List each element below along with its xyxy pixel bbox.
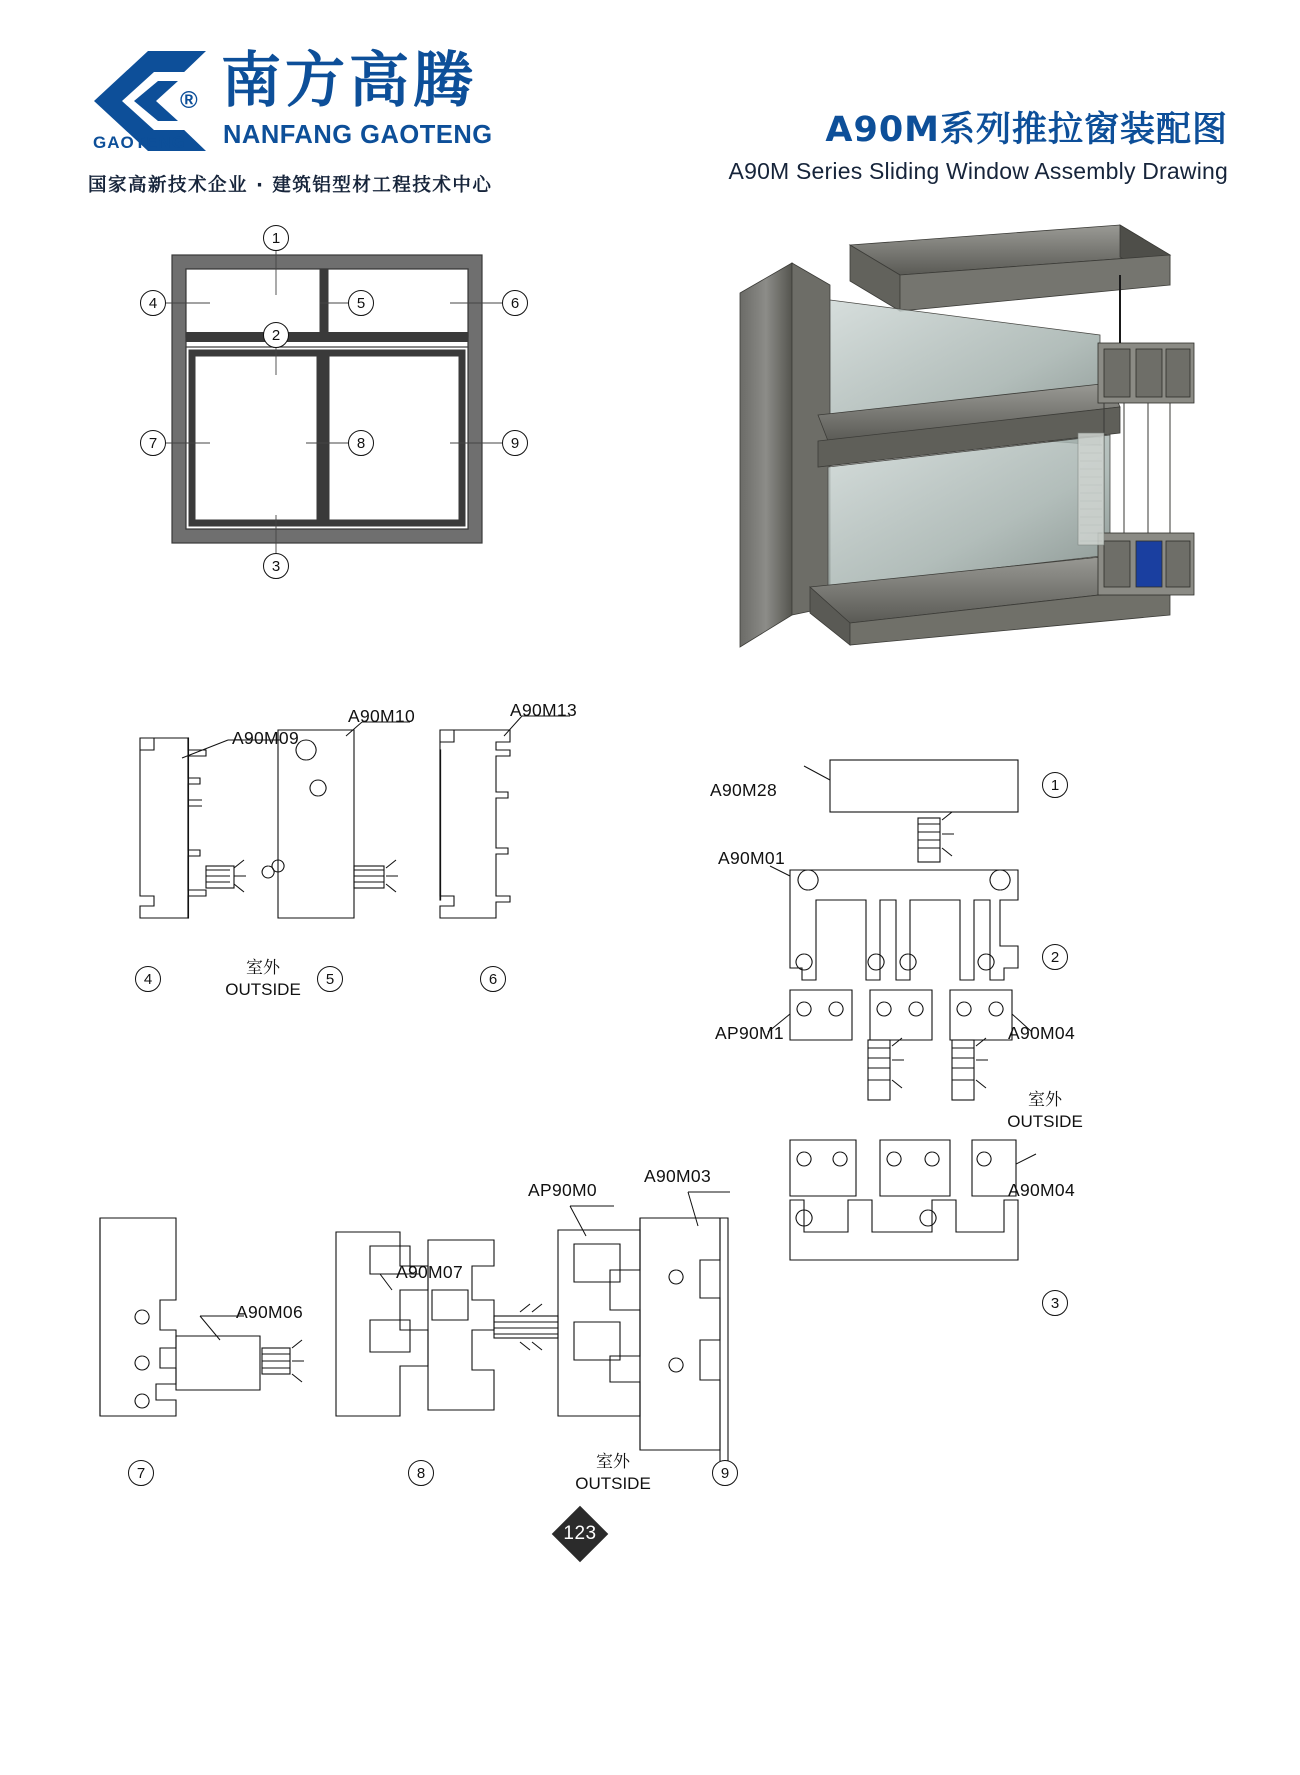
section-number-3: 3 [1042,1290,1068,1316]
outside-label-en: OUTSIDE [225,980,301,999]
callout-4: 4 [140,290,166,316]
section-group-right [710,740,1083,1380]
outside-label-top [218,958,308,1000]
part-label-a90m03: A90M03 [644,1166,711,1186]
callout-7: 7 [140,430,166,456]
section-group-top [110,700,630,1020]
callout-6: 6 [502,290,528,316]
section-number-6: 6 [480,966,506,992]
part-label-a90m04-upper: A90M04 [1008,1023,1075,1043]
corner-3d-render [700,215,1220,655]
window-elevation-diagram [120,225,580,595]
section-group-bottom [80,1166,800,1510]
section-number-5: 5 [317,966,343,992]
company-logo [88,45,568,210]
part-label-a90m07: A90M07 [396,1262,463,1282]
callout-2: 2 [263,322,289,348]
part-label-a90m09: A90M09 [232,728,299,748]
part-label-a90m04-lower: A90M04 [1008,1180,1075,1200]
part-label-ap90m1: AP90M1 [715,1023,784,1043]
outside-label-en: OUTSIDE [575,1474,651,1493]
logo-registered-mark: ® [180,87,198,114]
part-label-a90m01: A90M01 [718,848,785,868]
page-title [729,108,1228,185]
page-header [0,0,1300,215]
section-number-2: 2 [1042,944,1068,970]
page-title-cn: A90M系列推拉窗装配图 [825,110,1228,150]
section-number-7: 7 [128,1460,154,1486]
section-number-9: 9 [712,1460,738,1486]
outside-label-cn: 室外 [1028,1090,1062,1110]
part-label-a90m06: A90M06 [236,1302,303,1322]
callout-1: 1 [263,225,289,251]
outside-label-cn: 室外 [246,958,280,978]
company-tagline: 国家高新技术企业 · 建筑铝型材工程技术中心 [88,175,493,196]
part-label-a90m10: A90M10 [348,706,415,726]
outside-label-en: OUTSIDE [1007,1112,1083,1131]
outside-label-right [998,1090,1092,1132]
part-label-ap90m0: AP90M0 [528,1180,597,1200]
brand-name-en: NANFANG GAOTENG [223,121,493,149]
section-number-8: 8 [408,1460,434,1486]
brand-mark-text: GAOTENG [93,133,186,152]
callout-5: 5 [348,290,374,316]
callout-9: 9 [502,430,528,456]
outside-label-cn: 室外 [596,1452,630,1472]
section-number-1: 1 [1042,772,1068,798]
brand-name-cn: 南方高腾 [221,46,477,116]
outside-label-bottom [566,1452,660,1494]
page-number-badge [551,1505,609,1563]
page-number-text: 123 [563,1523,597,1544]
page-title-en: A90M Series Sliding Window Assembly Drawing [728,158,1228,184]
section-number-4: 4 [135,966,161,992]
part-label-a90m28: A90M28 [710,780,777,800]
callout-8: 8 [348,430,374,456]
callout-3: 3 [263,553,289,579]
part-label-a90m13: A90M13 [510,700,577,720]
